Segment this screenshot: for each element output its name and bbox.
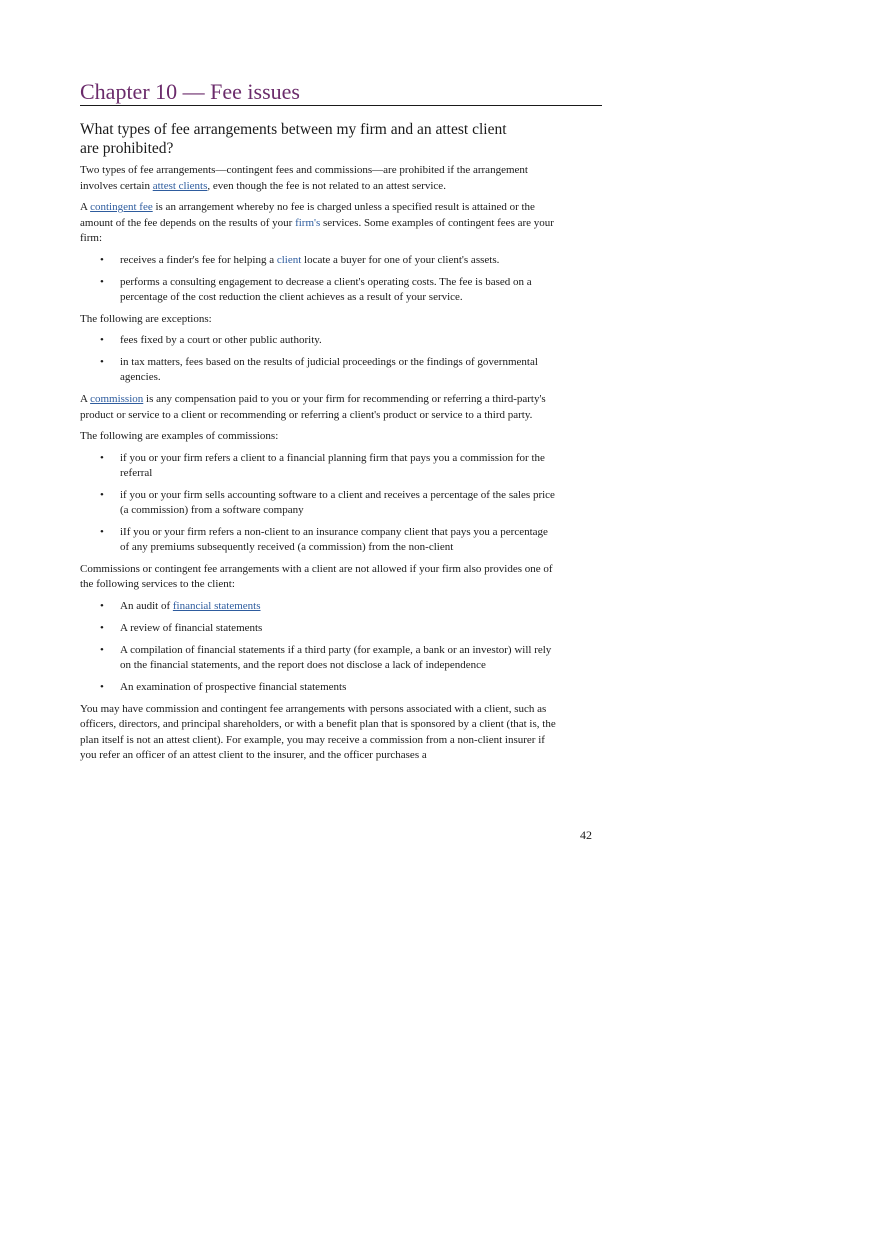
paragraph-contingent-fee xyxy=(80,200,558,247)
text: An examination of prospective financial statements xyxy=(120,680,347,693)
text: receives a finder's fee for helping a xyxy=(120,253,277,266)
bullet-icon: • xyxy=(100,451,104,464)
text: fees fixed by a court or other public authority. xyxy=(120,334,322,347)
paragraph-exceptions-intro: The following are exceptions: xyxy=(80,312,212,325)
bullet-icon: • xyxy=(100,253,104,266)
bullet-icon: • xyxy=(100,356,104,369)
link-commission[interactable]: commission xyxy=(90,393,144,406)
bullet-icon: • xyxy=(100,275,104,288)
link-contingent-fee[interactable]: contingent fee xyxy=(90,201,153,214)
text: is an arrangement whereby no fee is charged unless a specified result is attained or the amount of the fee depends on the results of your xyxy=(80,201,535,229)
list-item xyxy=(80,680,558,695)
text: iIf you or your firm refers a non-client to an insurance company client that pays you a percentage of any premiums subsequently received (a commission) from the non-client xyxy=(120,525,548,553)
text: A compilation of financial statements if a third party (for example, a bank or an investor) will rely on the financial statements, and the report does not disclose a lack of independence xyxy=(120,643,552,671)
section-question: What types of fee arrangements between my firm and an attest client are prohibited? xyxy=(80,121,507,158)
text: in tax matters, fees based on the results of judicial proceedings or the findings of governmental agencies. xyxy=(120,356,538,384)
bullet-icon: • xyxy=(100,334,104,347)
bullet-icon: • xyxy=(100,599,104,612)
text: if you or your firm sells accounting software to a client and receives a percentage of the sales price (a commission) from a software company xyxy=(120,488,555,516)
page-number: 42 xyxy=(580,828,592,842)
link-firms[interactable]: firm's xyxy=(295,216,321,229)
bullet-icon: • xyxy=(100,621,104,634)
commission-examples-list xyxy=(80,451,558,555)
text: Two types of fee arrangements—contingent fees and commissions—are prohibited if the arrangement involves certain xyxy=(80,164,528,192)
list-item xyxy=(80,599,558,614)
link-financial-statements[interactable]: financial statements xyxy=(172,599,261,612)
paragraph-associated-persons: You may have commission and contingent fee arrangements with persons associated with a client, such as officers, directors, and principal shareholders, or with a benefit plan that is sponsored by a client (that is, the plan itself is not an attest client). For example, you may receive a commission from a non-client insurer if you refer an officer of an attest client to the insurer, and the officer purchases a xyxy=(80,702,556,762)
text: A review of financial statements xyxy=(120,621,263,634)
paragraph-services-intro: Commissions or contingent fee arrangements with a client are not allowed if your firm also provides one of the following services to the client: xyxy=(80,562,553,591)
bullet-icon: • xyxy=(100,525,104,538)
list-item xyxy=(80,275,558,305)
paragraph-commission-intro: The following are examples of commissions: xyxy=(80,430,279,443)
list-item xyxy=(80,488,558,518)
services-list xyxy=(80,599,558,695)
list-item xyxy=(80,643,558,673)
list-item xyxy=(80,525,558,555)
list-item xyxy=(80,355,558,385)
text: A xyxy=(80,393,91,406)
link-attest-clients[interactable]: attest clients xyxy=(152,179,208,192)
paragraph-commission xyxy=(80,392,558,423)
contingent-examples-list xyxy=(80,253,558,305)
text: if you or your firm refers a client to a financial planning firm that pays you a commission for the referral xyxy=(120,451,545,479)
document-page xyxy=(80,80,602,770)
bullet-icon: • xyxy=(100,643,104,656)
list-item xyxy=(80,333,558,348)
text: performs a consulting engagement to decrease a client's operating costs. The fee is based on a percentage of the cost reduction the client achieves as a result of your service. xyxy=(120,275,532,303)
paragraph-fee-types xyxy=(80,163,558,194)
bullet-icon: • xyxy=(100,680,104,693)
text: is any compensation paid to you or your firm for recommending or referring a third-party's product or service to a client or recommending or referring a client's product or service to a third party. xyxy=(80,393,546,421)
text: locate a buyer for one of your client's assets. xyxy=(301,253,500,266)
list-item xyxy=(80,621,558,636)
text: , even though the fee is not related to an attest service. xyxy=(207,179,446,192)
text: An audit of xyxy=(120,599,173,612)
list-item xyxy=(80,253,558,268)
text: A xyxy=(80,201,91,214)
exceptions-list xyxy=(80,333,558,385)
link-client[interactable]: client xyxy=(276,253,302,266)
chapter-title: Chapter 10 — Fee issues xyxy=(80,80,602,106)
text: services. Some examples of contingent fees are your firm: xyxy=(80,216,554,245)
list-item xyxy=(80,451,558,481)
bullet-icon: • xyxy=(100,488,104,501)
